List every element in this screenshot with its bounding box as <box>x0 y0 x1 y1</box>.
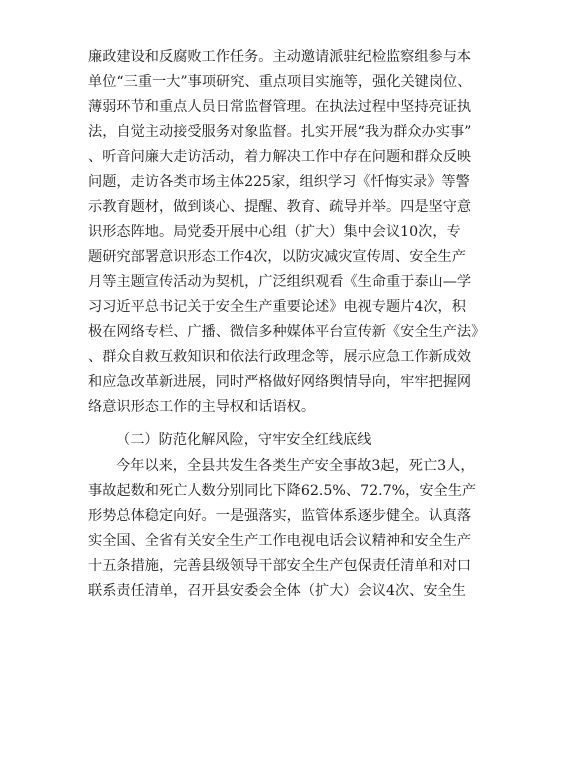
text-line: 习习近平总书记关于安全生产重要论述》电视专题片4次，积 <box>88 299 466 315</box>
text-line: 十五条措施，完善县级领导干部安全生产包保责任清单和对口 <box>88 558 472 574</box>
text-line: 、群众自救互救知识和依法行政理念等，展示应急工作新成效 <box>88 349 472 365</box>
text-line: 薄弱环节和重点人员日常监督管理。在执法过程中坚持亮证执 <box>88 99 472 115</box>
text-line: 法，自觉主动接受服务对象监督。扎实开展“我为群众办实事” <box>88 124 472 140</box>
text-line: 实全国、全省有关安全生产工作电视电话会议精神和安全生产 <box>88 533 472 549</box>
text-line: 事故起数和死亡人数分别同比下降62.5%、72.7%，安全生产 <box>88 483 477 499</box>
text-line: 形势总体稳定向好。一是强落实，监管体系逐步健全。认真落 <box>88 508 472 524</box>
text-line: 、听音问廉大走访活动，着力解决工作中存在问题和群众反映 <box>88 149 472 165</box>
text-line: 示教育题材，做到谈心、提醒、教育、疏导并举。四是坚守意 <box>88 199 472 215</box>
text-line: 题研究部署意识形态工作4次，以防灾减灾宣传周、安全生产 <box>88 249 466 265</box>
text-line: 今年以来，全县共发生各类生产安全事故3起，死亡3人， <box>116 458 475 474</box>
text-line: 极在网络专栏、广播、微信多种媒体平台宣传新《安全生产法》 <box>88 324 486 340</box>
text-line: 识形态阵地。局党委开展中心组（扩大）集中会议10次，专 <box>88 224 461 240</box>
section-heading-text: （二）防范化解风险，守牢安全红线底线 <box>116 432 372 448</box>
text-line: 联系责任清单，召开县安委会全体（扩大）会议4次、安全生 <box>88 583 466 599</box>
text-line: 络意识形态工作的主导权和话语权。 <box>88 399 316 415</box>
text-line: 月等主题宣传活动为契机，广泛组织观看《生命重于泰山—学 <box>88 274 472 290</box>
text-line: 和应急改革新进展，同时严格做好网络舆情导向，牢牢把握网 <box>88 374 472 390</box>
text-line: 廉政建设和反腐败工作任务。主动邀请派驻纪检监察组参与本 <box>88 49 472 65</box>
text-line: 问题，走访各类市场主体225家，组织学习《忏悔实录》等警 <box>88 174 470 190</box>
text-line: 单位“三重一大”事项研究、重点项目实施等，强化关键岗位、 <box>88 74 472 90</box>
